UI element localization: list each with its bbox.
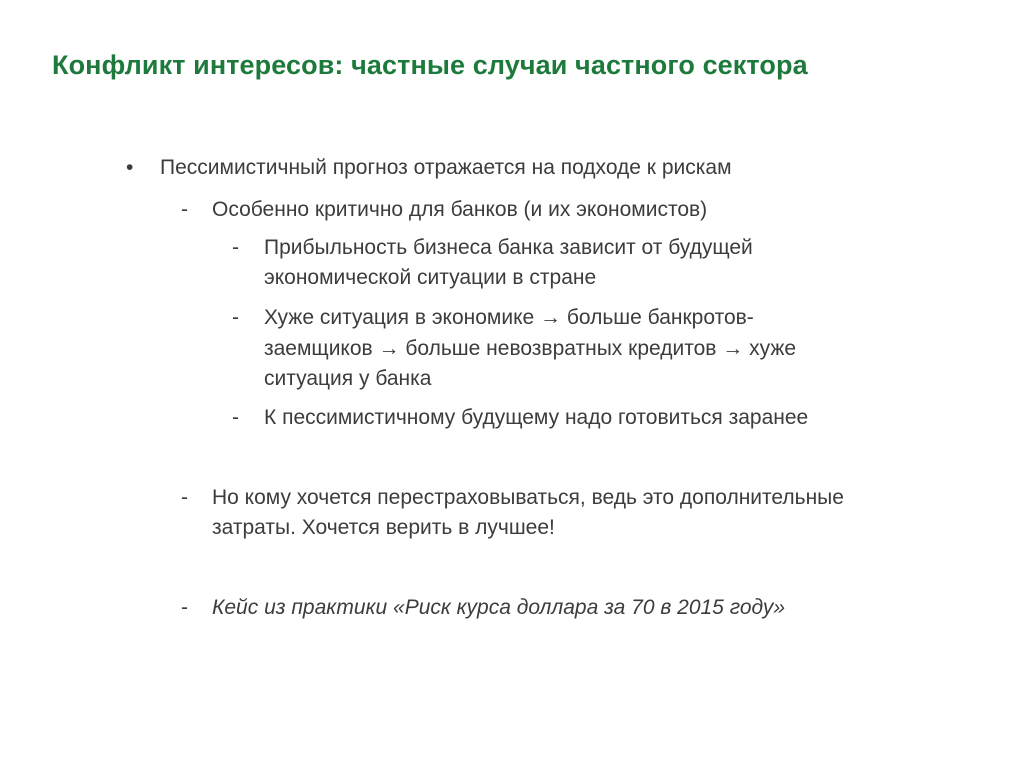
bullet-text: Пессимистичный прогноз отражается на подходе к рискам (160, 156, 732, 179)
slide-title: Конфликт интересов: частные случаи частного сектора (52, 50, 808, 80)
dash-marker: - (181, 486, 188, 509)
dash-marker: - (232, 306, 239, 329)
dash-marker: - (181, 198, 188, 221)
sub-item-text: затраты. Хочется верить в лучшее! (212, 516, 555, 539)
subsub-item-text: Прибыльность бизнеса банка зависит от будущей (264, 236, 753, 259)
subsub-item-text: К пессимистичному будущему надо готовиться заранее (264, 406, 809, 429)
subsub-item-text: заемщиков → больше невозвратных кредитов → хуже (264, 337, 797, 360)
dash-marker: - (181, 596, 188, 619)
subsub-item-text: ситуация у банка (264, 367, 432, 390)
bullet-marker: • (126, 156, 134, 179)
sub-item-text: Но кому хочется перестраховываться, ведь это дополнительные (212, 486, 844, 509)
dash-marker: - (232, 236, 239, 259)
case-study-text: Кейс из практики «Риск курса доллара за 70 в 2015 году» (212, 596, 786, 619)
subsub-item-text: экономической ситуации в стране (264, 266, 597, 289)
dash-marker: - (232, 406, 239, 429)
sub-item-text: Особенно критично для банков (и их экономистов) (212, 198, 708, 221)
subsub-item-text: Хуже ситуация в экономике → больше банкротов- (264, 306, 754, 329)
